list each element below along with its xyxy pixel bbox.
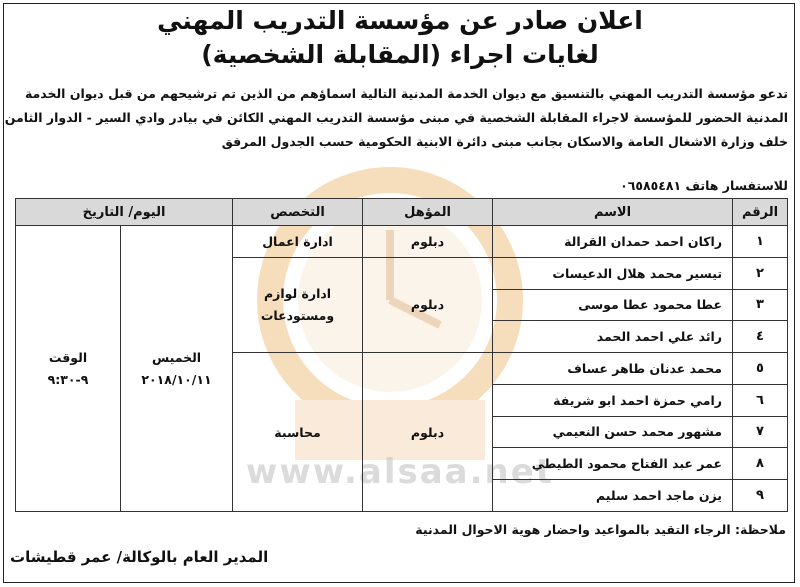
header-qualification: المؤهل — [363, 199, 493, 226]
watermark-url: www.alsaa.net — [245, 452, 555, 492]
inquiry-phone: للاستفسار هاتف ٠٦٥٨٥٤٨١ — [620, 178, 788, 193]
specialty-cell — [233, 257, 363, 352]
specialty-cell: محاسبة — [233, 353, 363, 512]
interview-date: ٢٠١٨/١٠/١١ — [141, 371, 212, 387]
candidate-name: محمد عدنان طاهر عساف — [493, 353, 733, 385]
footer-note: ملاحظة: الرجاء التقيد بالمواعيد واحضار هوية الاحوال المدنية — [415, 522, 786, 537]
interview-day: الخميس — [151, 349, 202, 365]
qualification-cell: دبلوم — [363, 226, 493, 258]
intro-line-1: تدعو مؤسسة التدريب المهني بالتنسيق مع ديوان الخدمة المدنية التالية اسماؤهم من الذين تم ترشيحهم من قبل ديوان الخدمة — [24, 86, 788, 101]
day-date-cell — [121, 226, 233, 512]
header-number: الرقم — [733, 199, 788, 226]
row-number: ٢ — [733, 257, 788, 289]
candidate-name: عطا محمود عطا موسى — [493, 289, 733, 321]
specialty-line: ومستودعات — [260, 307, 335, 323]
time-cell — [16, 226, 121, 512]
qualification-cell: دبلوم — [363, 257, 493, 352]
row-number: ١ — [733, 226, 788, 258]
specialty-cell: ادارة اعمال — [233, 226, 363, 258]
candidate-name: رائد علي احمد الحمد — [493, 321, 733, 353]
candidate-name: راكان احمد حمدان القرالة — [493, 226, 733, 258]
announcement-subtitle: لغايات اجراء (المقابلة الشخصية) — [201, 40, 599, 69]
header-specialty: التخصص — [233, 199, 363, 226]
row-number: ٣ — [733, 289, 788, 321]
header-name: الاسم — [493, 199, 733, 226]
time-label: الوقت — [48, 349, 88, 365]
table-header-row — [16, 199, 788, 226]
header-day-date: اليوم/ التاريخ — [16, 199, 233, 226]
candidate-name: يزن ماجد احمد سليم — [493, 480, 733, 512]
row-number: ٦ — [733, 384, 788, 416]
candidate-name: تيسير محمد هلال الدعيسات — [493, 257, 733, 289]
candidate-name: عمر عبد الفتاح محمود الطيطي — [493, 448, 733, 480]
interview-schedule-table — [15, 198, 788, 512]
row-number: ٩ — [733, 480, 788, 512]
intro-line-2: المدنية الحضور للمؤسسة لاجراء المقابلة الشخصية في مبنى مؤسسة التدريب المهني الكائن في بيادر وادي السير - الدوار الثامن — [4, 110, 788, 125]
signature-line: المدير العام بالوكالة/ عمر قطيشات — [10, 548, 269, 566]
row-number: ٧ — [733, 416, 788, 448]
row-number: ٥ — [733, 353, 788, 385]
table-row — [16, 226, 788, 258]
qualification-cell: دبلوم — [363, 353, 493, 512]
candidate-name: مشهور محمد حسن النعيمي — [493, 416, 733, 448]
specialty-line: ادارة لوازم — [263, 285, 332, 301]
candidate-name: رامي حمزة احمد ابو شريفة — [493, 384, 733, 416]
intro-line-3: خلف وزارة الاشغال العامة والاسكان بجانب مبنى دائرة الابنية الحكومية حسب الجدول المرفق — [221, 134, 788, 149]
time-value: ٩-٩:٣٠ — [47, 371, 89, 387]
row-number: ٨ — [733, 448, 788, 480]
row-number: ٤ — [733, 321, 788, 353]
announcement-title: اعلان صادر عن مؤسسة التدريب المهني — [157, 6, 643, 35]
